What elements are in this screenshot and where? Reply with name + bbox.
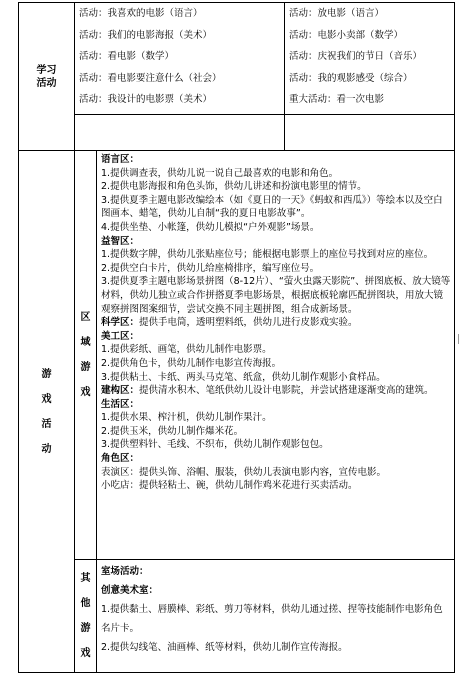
activity-item: 活动：我喜欢的电影（语言） bbox=[79, 8, 203, 19]
label-char: 域 bbox=[80, 337, 91, 348]
learning-activities-right bbox=[285, 3, 455, 115]
area-item: 表演区：提供头饰、浴帽、服装，供幼儿表演电影内容，宣传电影。 bbox=[101, 466, 387, 478]
label-char: 其 bbox=[80, 573, 91, 584]
learning-label-line2: 活动 bbox=[36, 77, 57, 89]
area-heading: 室场活动： bbox=[101, 566, 149, 577]
learning-activities-label bbox=[19, 3, 75, 151]
activity-item: 活动：我的观影感受（综合） bbox=[289, 72, 413, 84]
activity-item: 活动：看电影要注意什么（社会） bbox=[79, 72, 222, 84]
area-item: 3.提供塑料针、毛线、不织布，供幼儿制作观影包包。 bbox=[101, 439, 329, 451]
label-char: 游 bbox=[80, 623, 91, 634]
area-heading: 生活区： bbox=[101, 398, 140, 410]
activity-item: 活动：放电影（语言） bbox=[289, 8, 385, 19]
area-item: 2.提供角色卡，供幼儿制作电影宣传海报。 bbox=[101, 357, 282, 369]
area-item: 1.提供数字牌，供幼儿张贴座位号；能根据电影票上的座位号找到对应的座位。 bbox=[101, 249, 434, 261]
area-heading: 语言区： bbox=[101, 154, 140, 165]
label-char: 戏 bbox=[80, 648, 91, 659]
other-games-label bbox=[75, 560, 97, 673]
label-char: 游 bbox=[41, 368, 52, 380]
area-item: 1.提供黏土、唇膜棒、彩纸、剪刀等材料，供幼儿通过搓、捏等技能制作电影角色名片卡。 bbox=[101, 604, 443, 634]
label-char: 活 bbox=[41, 418, 52, 430]
learning-empty-cell-left bbox=[75, 115, 285, 151]
activity-item: 活动：电影小卖部（数学） bbox=[289, 29, 404, 41]
label-char: 戏 bbox=[41, 393, 52, 405]
area-item: 1.提供调查表，供幼儿说一说自己最喜欢的电影和角色。 bbox=[101, 167, 339, 179]
label-char: 戏 bbox=[80, 387, 91, 398]
activity-item: 重大活动：看一次电影 bbox=[289, 94, 385, 105]
area-item: 1.提供水果、榨汁机，供幼儿制作果汁。 bbox=[101, 412, 272, 424]
area-inline-text: 提供手电筒，透明塑料纸，供幼儿进行皮影戏实验。 bbox=[139, 317, 358, 329]
area-item: 2.提供电影海报和角色头饰，供幼儿讲述和扮演电影里的情节。 bbox=[101, 181, 367, 193]
area-item: 小吃店：提供轻粘土、碗，供幼儿制作鸡米花进行买卖活动。 bbox=[101, 480, 358, 492]
area-heading: 益智区： bbox=[101, 235, 140, 247]
area-inline-entry bbox=[101, 384, 451, 398]
label-char: 动 bbox=[41, 443, 52, 455]
area-item: 3.提供夏季主题电影场景拼图（8-12片）、“萤火虫露天影院”、拼图底板、放大镜等材料，供幼儿独立或合作拼搭夏季电影场景，根据底板轮廓匹配拼图块，用放大镜观察拼图图案细节，尝试交换不同主题拼图，组合成新场景。 bbox=[101, 276, 451, 315]
area-item: 3.提供夏季主题电影改编绘本（如《夏日的一天》《蚂蚁和西瓜》）等绘本以及空白图画本、蜡笔，供幼儿自制“我的夏日电影故事”。 bbox=[101, 194, 443, 220]
area-inline-heading: 建构区： bbox=[101, 385, 140, 397]
area-inline-heading: 科学区： bbox=[101, 317, 140, 329]
other-games-content bbox=[97, 560, 455, 673]
activity-item: 活动：我们的电影海报（美术） bbox=[79, 29, 213, 41]
area-item: 3.提供粘土、卡纸、两头马克笔、纸盒，供幼儿制作观影小食样品。 bbox=[101, 371, 386, 383]
region-games-content bbox=[97, 151, 455, 560]
area-item: 2.提供玉米，供幼儿制作爆米花。 bbox=[101, 425, 244, 437]
weekly-plan-table bbox=[18, 2, 455, 673]
area-inline-text: 提供清水积木、笔纸供幼儿设计电影院，并尝试搭建逐渐变高的建筑。 bbox=[139, 385, 434, 397]
learning-empty-cell-right bbox=[285, 115, 455, 151]
label-char: 他 bbox=[80, 598, 91, 609]
area-heading: 创意美术室： bbox=[101, 585, 159, 596]
activity-item: 活动：我设计的电影票（美术） bbox=[79, 94, 213, 105]
region-games-label bbox=[75, 151, 97, 560]
area-item: 2.提供勾线笔、油画棒、纸等材料，供幼儿制作宣传海报。 bbox=[101, 642, 348, 653]
activity-item: 活动：看电影（数学） bbox=[79, 51, 175, 62]
game-activities-label bbox=[19, 151, 75, 673]
area-item: 4.提供坐垫、小帐篷，供幼儿模拟“户外观影”场景。 bbox=[101, 221, 320, 233]
label-char: 游 bbox=[80, 362, 91, 373]
label-char: 区 bbox=[80, 312, 91, 323]
area-heading: 美工区： bbox=[101, 330, 140, 342]
area-item: 1.提供彩纸、画笔，供幼儿制作电影票。 bbox=[101, 344, 272, 356]
learning-label-line1: 学习 bbox=[36, 64, 57, 76]
learning-activities-left bbox=[75, 3, 285, 115]
activity-item: 活动：庆祝我们的节日（音乐） bbox=[289, 51, 423, 62]
area-heading: 角色区： bbox=[101, 453, 140, 465]
page-edge-marker bbox=[458, 334, 464, 344]
area-inline-entry bbox=[101, 316, 451, 330]
area-item: 2.提供空白卡片，供幼儿给座椅排序，编写座位号。 bbox=[101, 262, 320, 274]
